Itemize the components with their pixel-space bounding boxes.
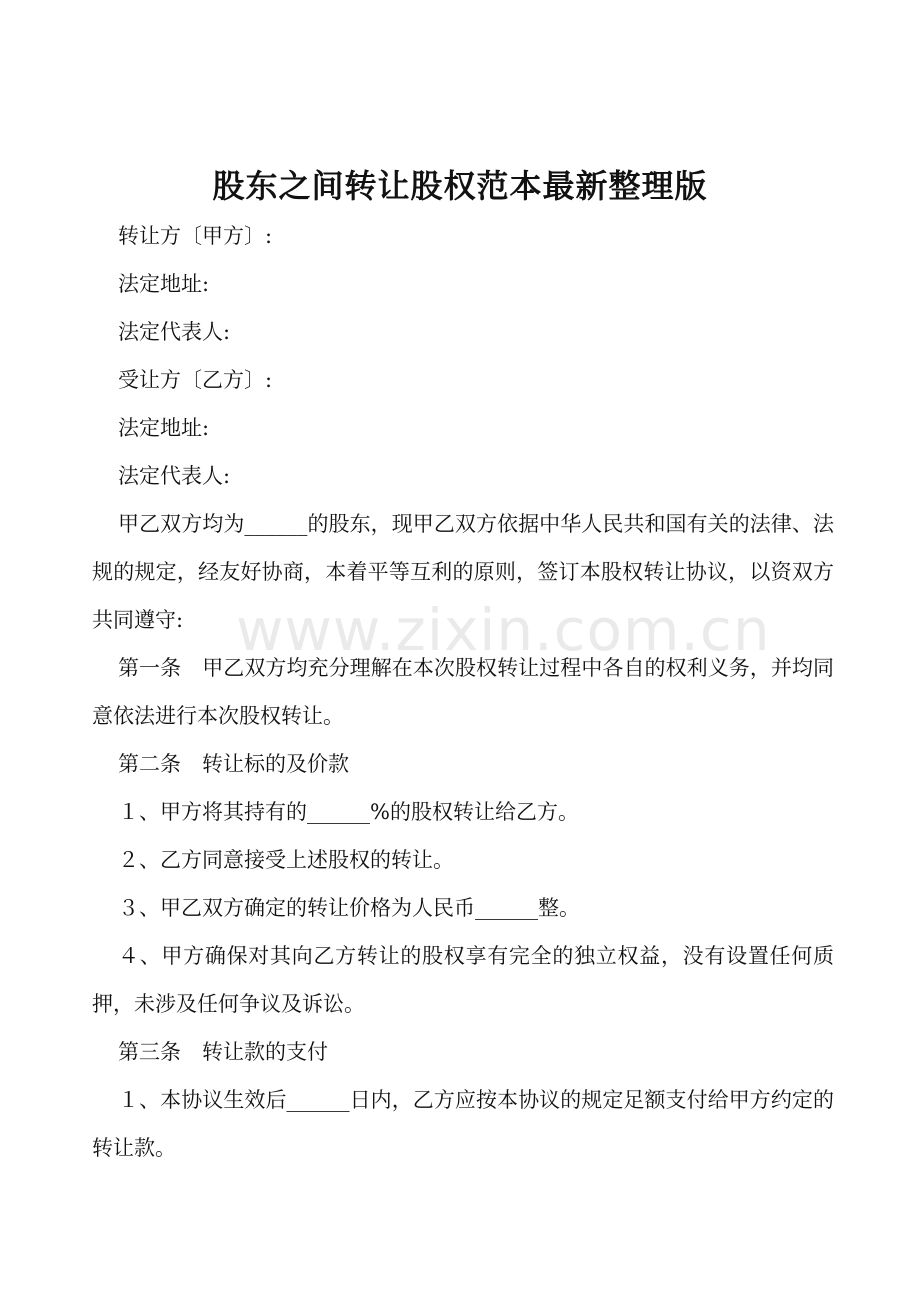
preamble-paragraph: 甲乙双方均为______的股东，现甲乙双方依据中华人民共和国有关的法律、法规的规定，经友好协商，本着平等互利的原则，签订本股权转让协议，以资双方共同遵守: <box>92 512 834 632</box>
watermark-text: www.zixin.com.cn <box>236 596 771 664</box>
article-one-paragraph: 第一条 甲乙双方均充分理解在本次股权转让过程中各自的权利义务，并均同意依法进行本次股权转让。 <box>92 656 834 728</box>
transferee-representative-line: 法定代表人: <box>118 464 231 488</box>
article-two-item-1: １、甲方将其持有的______%的股权转让给乙方。 <box>118 800 579 824</box>
transferee-line: 受让方〔乙方〕: <box>118 368 273 392</box>
transferor-line: 转让方〔甲方〕: <box>118 224 273 248</box>
article-three-item-1: １、本协议生效后______日内，乙方应按本协议的规定足额支付给甲方约定的转让款。 <box>92 1088 834 1160</box>
transferee-address-line: 法定地址: <box>118 416 210 440</box>
document-body <box>92 212 834 1172</box>
transferor-representative-line: 法定代表人: <box>118 320 231 344</box>
article-two-item-3: ３、甲乙双方确定的转让价格为人民币______整。 <box>118 896 580 920</box>
transferor-address-line: 法定地址: <box>118 272 210 296</box>
article-three-heading: 第三条 转让款的支付 <box>118 1040 328 1064</box>
document-title: 股东之间转让股权范本最新整理版 <box>212 167 708 205</box>
article-two-heading: 第二条 转让标的及价款 <box>118 752 349 776</box>
article-two-item-4: ４、甲方确保对其向乙方转让的股权享有完全的独立权益，没有设置任何质押，未涉及任何争议及诉讼。 <box>92 944 834 1016</box>
article-two-item-2: ２、乙方同意接受上述股权的转让。 <box>118 848 454 872</box>
